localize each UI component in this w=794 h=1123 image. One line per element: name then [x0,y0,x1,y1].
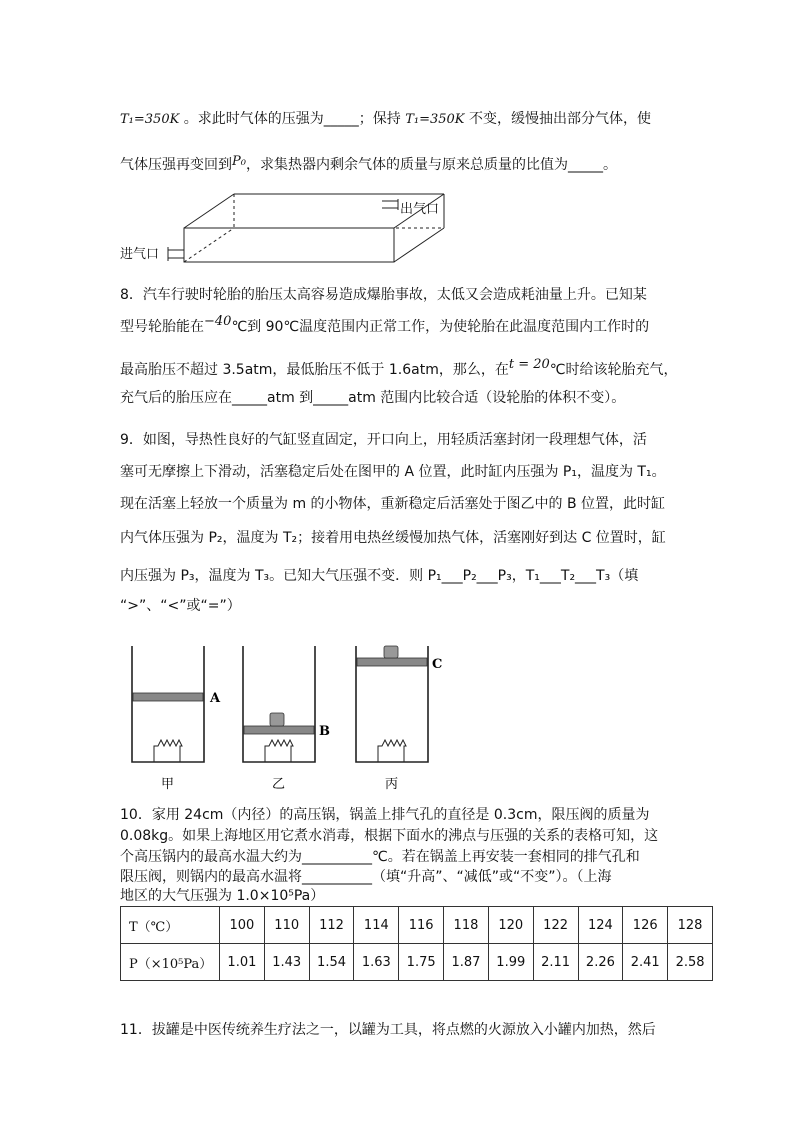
table-row-temperature [121,907,713,944]
heater-3 [378,740,406,762]
cylinder-2 [243,646,315,762]
q9-line-3: 现在活塞上轻放一个质量为 m 的小物体，重新稳定后活塞处于图乙中的 B 位置，此时缸 [120,496,666,512]
table-cell: 1.87 [444,944,489,981]
table-header-temperature: T（℃） [121,907,220,944]
inlet-label: 进气口 [120,247,160,262]
q8-line-4: 充气后的胎压应在_____atm 到_____atm 范围内比较合适（设轮胎的体积不变）。 [120,390,626,406]
caption-3: 丙 [385,777,399,792]
table-cell: 112 [309,907,354,944]
table-cell: 122 [533,907,578,944]
table-cell: 2.26 [578,944,623,981]
heater-2 [265,740,293,762]
cylinder-figures [128,642,458,792]
q8-line-2 [120,314,650,338]
q10-line-4: 限压阀，则锅内的最高水温将__________（填“升高”、“减低”或“不变”）。（上海 [120,869,612,885]
table-cell: 1.63 [354,944,399,981]
weight-b [270,713,284,726]
q7-line-2 [120,155,617,176]
label-c: C [432,657,443,672]
table-cell: 110 [264,907,309,944]
q10-line-3: 个高压锅内的最高水温大约为__________℃。若在锅盖上再安装一套相同的排气孔和 [120,849,640,865]
table-cell: 2.41 [623,944,668,981]
table-cell: 118 [444,907,489,944]
table-cell: 124 [578,907,623,944]
q8-text-d: ℃时给该轮胎充气， [549,362,678,378]
q8-text-b: ℃到 90℃温度范围内正常工作，为使轮胎在此温度范围内工作时的 [231,319,650,335]
q10-line-5: 地区的大气压强为 1.0×10⁵Pa） [120,888,325,904]
q7-p0: P₀ [232,154,246,169]
q8-line-3 [120,357,678,381]
table-header-pressure: P（×10⁵Pa） [121,944,220,981]
q7-text-4: ，求集热器内剩余气体的质量与原来总质量的比值为_____。 [245,157,617,173]
label-a: A [210,691,221,706]
table-row-pressure [121,944,713,981]
q8-text-c: 最高胎压不超过 3.5atm，最低胎压不低于 1.6atm，那么，在 [120,362,509,378]
q9-line-6: “>”、“<”或“=”） [120,598,241,614]
q11-line-1: 11．拔罐是中医传统养生疗法之一，以罐为工具，将点燃的火源放入小罐内加热，然后 [120,1022,656,1038]
q9-line-1: 9．如图，导热性良好的气缸竖直固定，开口向上，用轻质活塞封闭一段理想气体，活 [120,432,647,448]
label-b: B [319,724,330,739]
piston-b [244,726,314,734]
table-cell: 100 [220,907,265,944]
table-cell: 2.58 [668,944,713,981]
q9-line-2: 塞可无摩擦上下滑动，活塞稳定后处在图甲的 A 位置，此时缸内压强为 P₁，温度为 T₁。 [120,464,666,480]
q10-line-2: 0.08kg。如果上海地区用它煮水消毒，根据下面水的沸点与压强的关系的表格可知，这 [120,828,659,844]
table-cell: 114 [354,907,399,944]
q7-temp-2: T₁=350K [405,112,465,127]
caption-1: 甲 [161,777,175,792]
q7-text-3: 气体压强再变回到 [120,157,232,173]
table-cell: 128 [668,907,713,944]
caption-2: 乙 [272,777,286,792]
table-cell: 120 [488,907,533,944]
q8-fill-temp: t = 20 [508,357,550,372]
q8-text-a: 型号轮胎能在 [120,319,204,335]
piston-a [133,693,203,701]
q9-line-4: 内气体压强为 P₂，温度为 T₂；接着用电热丝缓慢加热气体，活塞刚好到达 C 位置时，缸 [120,530,666,546]
q7-line-1 [120,109,651,130]
table-cell: 116 [399,907,444,944]
table-cell: 126 [623,907,668,944]
outlet-label: 出气口 [400,202,440,217]
table-cell: 1.01 [220,944,265,981]
heater-1 [154,740,182,762]
table-cell: 1.99 [488,944,533,981]
collector-box-figure [120,188,450,268]
q9-line-5: 内压强为 P₃，温度为 T₃。已知大气压强不变．则 P₁___P₂___P₃，T₁___T₂___T₃（填 [120,568,639,584]
q7-text-2: 不变，缓慢抽出部分气体，使 [468,111,651,127]
q8-line-1: 8．汽车行驶时轮胎的胎压太高容易造成爆胎事故，太低又会造成耗油量上升。已知某 [120,287,647,303]
table-cell: 1.54 [309,944,354,981]
piston-c [357,658,427,666]
table-cell: 1.75 [399,944,444,981]
table-cell: 1.43 [264,944,309,981]
q10-line-1: 10．家用 24cm（内径）的高压锅，锅盖上排气孔的直径是 0.3cm，限压阀的质量为 [120,807,650,823]
q7-temp-1: T₁=350K [120,112,180,127]
q8-min-temp: −40 [204,314,232,329]
cylinder-1 [132,646,204,762]
boiling-point-table [120,906,713,981]
weight-c [384,646,398,658]
table-cell: 2.11 [533,944,578,981]
q7-text-1: 。求此时气体的压强为_____；保持 [183,111,401,127]
